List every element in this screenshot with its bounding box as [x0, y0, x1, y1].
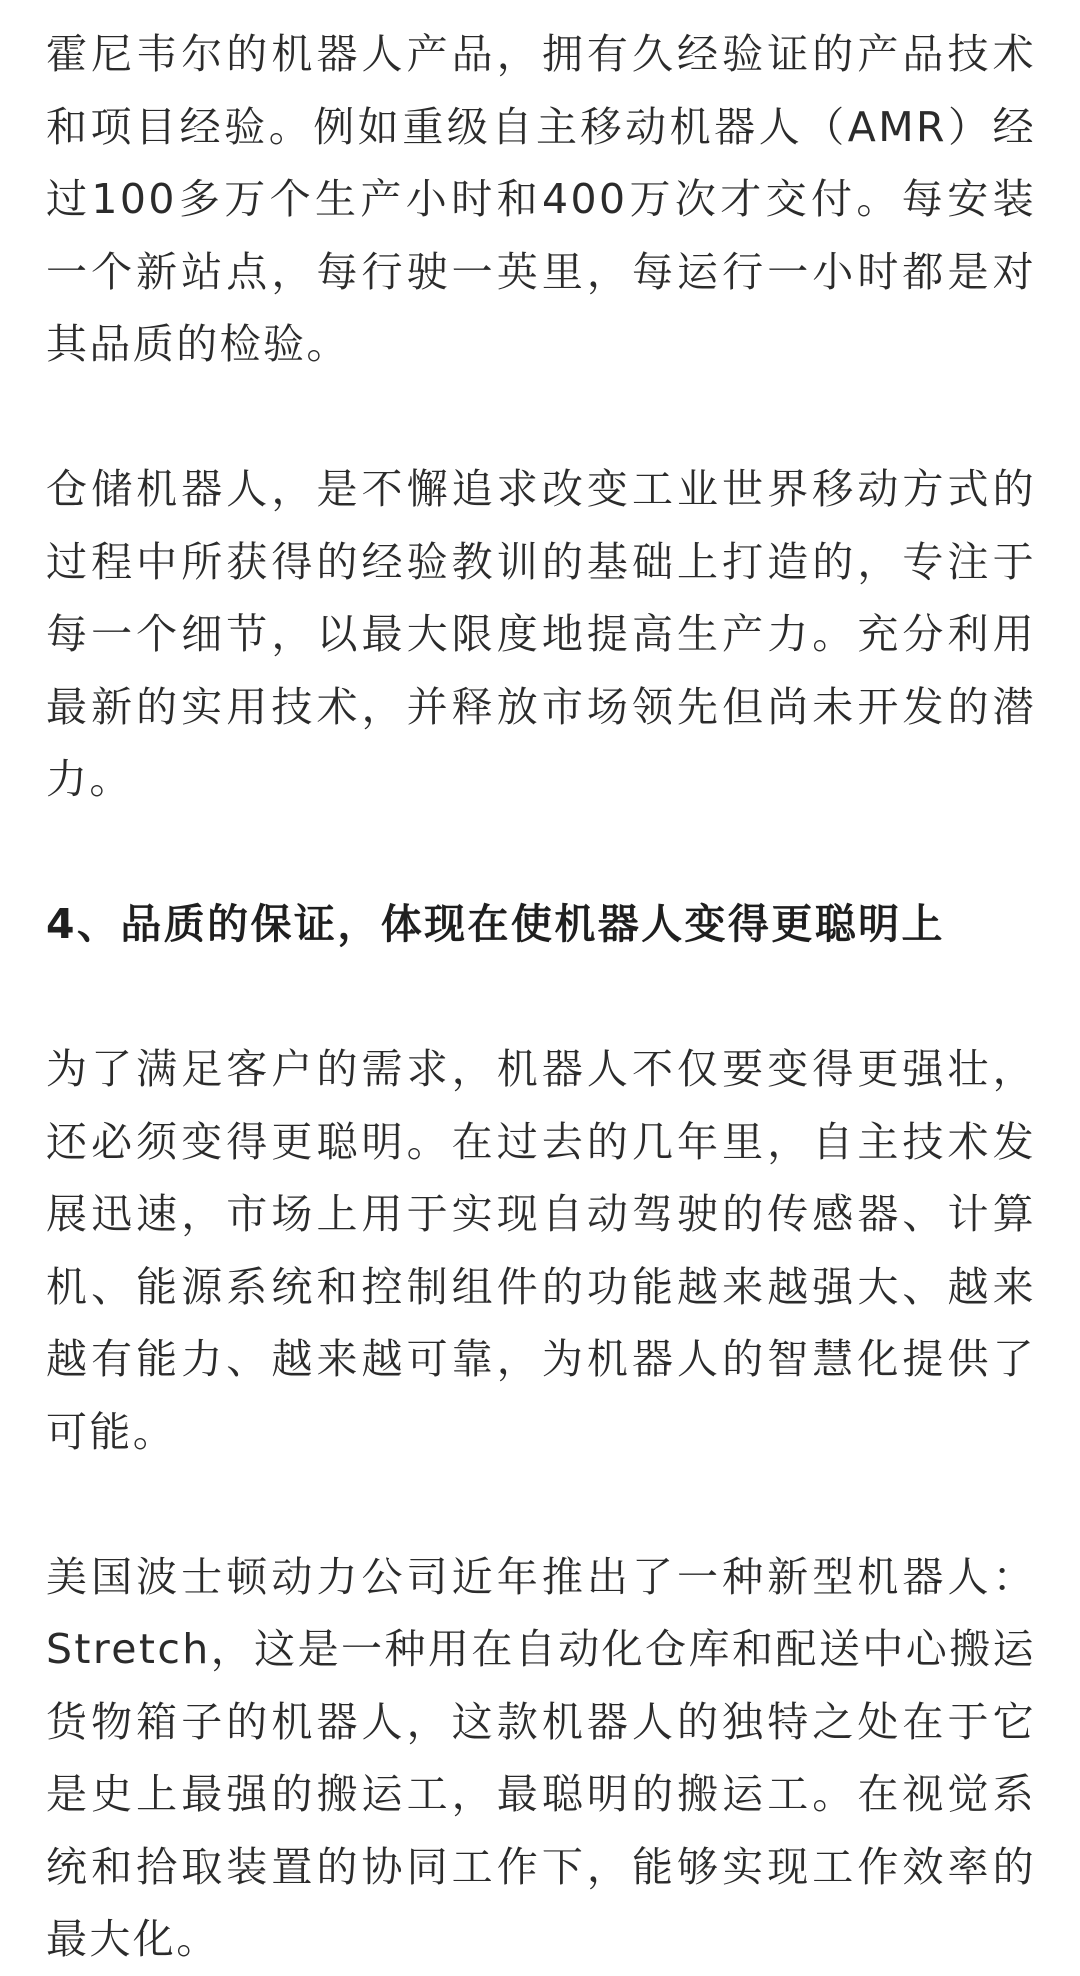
paragraph-smarter-robots: 为了满足客户的需求，机器人不仅要变得更强壮，还必须变得更聪明。在过去的几年里，自主技术发展迅速，市场上用于实现自动驾驶的传感器、计算机、能源系统和控制组件的功能越来越强大、越来越有能力、越来越可靠，为机器人的智慧化提供了可能。 — [46, 1045, 1036, 1456]
section-heading-quality: 4、品质的保证，体现在使机器人变得更聪明上 — [46, 900, 945, 948]
paragraph-honeywell-experience: 霍尼韦尔的机器人产品，拥有久经验证的产品技术和项目经验。例如重级自主移动机器人（AMR）经过100多万个生产小时和400万次才交付。每安装一个新站点，每行驶一英里，每运行一小时都是对其品质的检验。 — [46, 30, 1036, 368]
paragraph-warehouse-robots: 仓储机器人，是不懈追求改变工业世界移动方式的过程中所获得的经验教训的基础上打造的，专注于每一个细节，以最大限度地提高生产力。充分利用最新的实用技术，并释放市场领先但尚未开发的潜力。 — [46, 465, 1036, 803]
paragraph-stretch-robot: 美国波士顿动力公司近年推出了一种新型机器人：Stretch，这是一种用在自动化仓库和配送中心搬运货物箱子的机器人，这款机器人的独特之处在于它是史上最强的搬运工，最聪明的搬运工。在视觉系统和拾取装置的协同工作下，能够实现工作效率的最大化。 — [46, 1552, 1036, 1963]
article-body — [46, 18, 1036, 1976]
